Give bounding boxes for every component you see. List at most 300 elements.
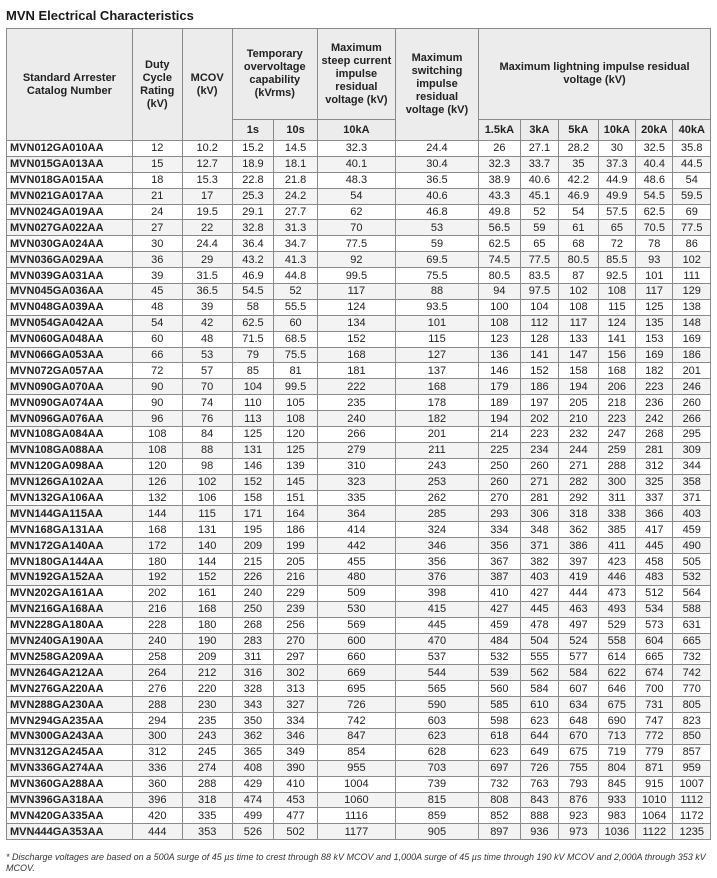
subheader-1s: 1s xyxy=(232,120,274,141)
li-3ka-cell: 843 xyxy=(520,792,558,808)
tov-1s-cell: 408 xyxy=(232,760,274,776)
li-5ka-cell: 648 xyxy=(559,713,599,729)
table-row xyxy=(7,252,711,268)
li-5ka-cell: 80.5 xyxy=(559,252,599,268)
steep-10ka-cell: 124 xyxy=(317,299,395,315)
catalog-cell: MVN054GA042AA xyxy=(7,315,133,331)
li-5ka-cell: 584 xyxy=(559,665,599,681)
li-3ka-cell: 260 xyxy=(520,458,558,474)
duty-cell: 39 xyxy=(132,268,182,284)
li-10ka-cell: 1036 xyxy=(598,824,635,840)
li-3ka-cell: 197 xyxy=(520,395,558,411)
li-40ka-cell: 564 xyxy=(673,585,711,601)
catalog-cell: MVN420GA335AA xyxy=(7,808,133,824)
li-1-5ka-cell: 334 xyxy=(479,522,521,538)
mcov-cell: 19.5 xyxy=(182,204,232,220)
li-40ka-cell: 1172 xyxy=(673,808,711,824)
tov-10s-cell: 81 xyxy=(274,363,318,379)
li-40ka-cell: 169 xyxy=(673,331,711,347)
tov-1s-cell: 362 xyxy=(232,728,274,744)
steep-10ka-cell: 54 xyxy=(317,188,395,204)
li-1-5ka-cell: 897 xyxy=(479,824,521,840)
li-20ka-cell: 871 xyxy=(636,760,673,776)
tov-10s-cell: 24.2 xyxy=(274,188,318,204)
li-1-5ka-cell: 80.5 xyxy=(479,268,521,284)
duty-cell: 276 xyxy=(132,681,182,697)
catalog-cell: MVN126GA102AA xyxy=(7,474,133,490)
tov-1s-cell: 125 xyxy=(232,427,274,443)
mcov-cell: 209 xyxy=(182,649,232,665)
table-row xyxy=(7,236,711,252)
switching-cell: 859 xyxy=(395,808,478,824)
tov-10s-cell: 120 xyxy=(274,427,318,443)
steep-10ka-cell: 1116 xyxy=(317,808,395,824)
steep-10ka-cell: 530 xyxy=(317,601,395,617)
switching-cell: 69.5 xyxy=(395,252,478,268)
mcov-cell: 98 xyxy=(182,458,232,474)
steep-10ka-cell: 134 xyxy=(317,315,395,331)
li-3ka-cell: 186 xyxy=(520,379,558,395)
catalog-cell: MVN294GA235AA xyxy=(7,713,133,729)
duty-cell: 36 xyxy=(132,252,182,268)
switching-cell: 703 xyxy=(395,760,478,776)
li-3ka-cell: 936 xyxy=(520,824,558,840)
catalog-cell: MVN168GA131AA xyxy=(7,522,133,538)
header-duty: Duty Cycle Rating (kV) xyxy=(132,29,182,141)
li-5ka-cell: 54 xyxy=(559,204,599,220)
li-20ka-cell: 312 xyxy=(636,458,673,474)
li-10ka-cell: 311 xyxy=(598,490,635,506)
li-3ka-cell: 649 xyxy=(520,744,558,760)
tov-1s-cell: 158 xyxy=(232,490,274,506)
li-3ka-cell: 445 xyxy=(520,601,558,617)
steep-10ka-cell: 77.5 xyxy=(317,236,395,252)
tov-1s-cell: 226 xyxy=(232,570,274,586)
subheader-3ka: 3kA xyxy=(520,120,558,141)
li-20ka-cell: 223 xyxy=(636,379,673,395)
steep-10ka-cell: 99.5 xyxy=(317,268,395,284)
duty-cell: 21 xyxy=(132,188,182,204)
duty-cell: 312 xyxy=(132,744,182,760)
li-40ka-cell: 86 xyxy=(673,236,711,252)
li-40ka-cell: 186 xyxy=(673,347,711,363)
table-row xyxy=(7,522,711,538)
header-lightning: Maximum lightning impulse residual voltage (kV) xyxy=(479,29,711,120)
li-5ka-cell: 973 xyxy=(559,824,599,840)
li-1-5ka-cell: 189 xyxy=(479,395,521,411)
duty-cell: 30 xyxy=(132,236,182,252)
steep-10ka-cell: 660 xyxy=(317,649,395,665)
catalog-cell: MVN108GA084AA xyxy=(7,427,133,443)
li-10ka-cell: 423 xyxy=(598,554,635,570)
duty-cell: 54 xyxy=(132,315,182,331)
li-1-5ka-cell: 214 xyxy=(479,427,521,443)
tov-10s-cell: 327 xyxy=(274,697,318,713)
mcov-cell: 53 xyxy=(182,347,232,363)
switching-cell: 36.5 xyxy=(395,172,478,188)
duty-cell: 108 xyxy=(132,427,182,443)
tov-10s-cell: 139 xyxy=(274,458,318,474)
tov-10s-cell: 34.7 xyxy=(274,236,318,252)
li-10ka-cell: 37.3 xyxy=(598,156,635,172)
catalog-cell: MVN336GA274AA xyxy=(7,760,133,776)
li-1-5ka-cell: 260 xyxy=(479,474,521,490)
tov-10s-cell: 334 xyxy=(274,713,318,729)
li-1-5ka-cell: 43.3 xyxy=(479,188,521,204)
tov-10s-cell: 52 xyxy=(274,284,318,300)
li-10ka-cell: 124 xyxy=(598,315,635,331)
electrical-characteristics-table xyxy=(6,28,711,840)
li-5ka-cell: 397 xyxy=(559,554,599,570)
li-40ka-cell: 111 xyxy=(673,268,711,284)
li-5ka-cell: 607 xyxy=(559,681,599,697)
switching-cell: 93.5 xyxy=(395,299,478,315)
switching-cell: 30.4 xyxy=(395,156,478,172)
steep-10ka-cell: 414 xyxy=(317,522,395,538)
steep-10ka-cell: 455 xyxy=(317,554,395,570)
li-20ka-cell: 117 xyxy=(636,284,673,300)
switching-cell: 168 xyxy=(395,379,478,395)
switching-cell: 398 xyxy=(395,585,478,601)
catalog-cell: MVN202GA161AA xyxy=(7,585,133,601)
duty-cell: 144 xyxy=(132,506,182,522)
li-10ka-cell: 65 xyxy=(598,220,635,236)
steep-10ka-cell: 168 xyxy=(317,347,395,363)
li-3ka-cell: 141 xyxy=(520,347,558,363)
li-3ka-cell: 59 xyxy=(520,220,558,236)
li-40ka-cell: 201 xyxy=(673,363,711,379)
li-10ka-cell: 713 xyxy=(598,728,635,744)
li-40ka-cell: 1112 xyxy=(673,792,711,808)
li-40ka-cell: 44.5 xyxy=(673,156,711,172)
mcov-cell: 274 xyxy=(182,760,232,776)
li-5ka-cell: 282 xyxy=(559,474,599,490)
table-row xyxy=(7,284,711,300)
li-3ka-cell: 726 xyxy=(520,760,558,776)
table-row xyxy=(7,268,711,284)
tov-1s-cell: 113 xyxy=(232,411,274,427)
table-row xyxy=(7,315,711,331)
duty-cell: 15 xyxy=(132,156,182,172)
duty-cell: 228 xyxy=(132,617,182,633)
li-10ka-cell: 85.5 xyxy=(598,252,635,268)
li-40ka-cell: 69 xyxy=(673,204,711,220)
li-5ka-cell: 670 xyxy=(559,728,599,744)
li-40ka-cell: 344 xyxy=(673,458,711,474)
li-1-5ka-cell: 484 xyxy=(479,633,521,649)
duty-cell: 360 xyxy=(132,776,182,792)
li-40ka-cell: 246 xyxy=(673,379,711,395)
li-5ka-cell: 386 xyxy=(559,538,599,554)
switching-cell: 59 xyxy=(395,236,478,252)
li-10ka-cell: 92.5 xyxy=(598,268,635,284)
li-40ka-cell: 138 xyxy=(673,299,711,315)
li-1-5ka-cell: 410 xyxy=(479,585,521,601)
li-1-5ka-cell: 74.5 xyxy=(479,252,521,268)
switching-cell: 470 xyxy=(395,633,478,649)
tov-1s-cell: 283 xyxy=(232,633,274,649)
li-3ka-cell: 40.6 xyxy=(520,172,558,188)
li-20ka-cell: 731 xyxy=(636,697,673,713)
subheader-steep-10ka: 10kA xyxy=(317,120,395,141)
li-1-5ka-cell: 697 xyxy=(479,760,521,776)
li-40ka-cell: 371 xyxy=(673,490,711,506)
steep-10ka-cell: 569 xyxy=(317,617,395,633)
mcov-cell: 36.5 xyxy=(182,284,232,300)
duty-cell: 192 xyxy=(132,570,182,586)
tov-10s-cell: 55.5 xyxy=(274,299,318,315)
catalog-cell: MVN018GA015AA xyxy=(7,172,133,188)
tov-1s-cell: 146 xyxy=(232,458,274,474)
tov-1s-cell: 29.1 xyxy=(232,204,274,220)
steep-10ka-cell: 1177 xyxy=(317,824,395,840)
catalog-cell: MVN072GA057AA xyxy=(7,363,133,379)
tov-10s-cell: 313 xyxy=(274,681,318,697)
li-20ka-cell: 182 xyxy=(636,363,673,379)
li-3ka-cell: 504 xyxy=(520,633,558,649)
switching-cell: 590 xyxy=(395,697,478,713)
tov-10s-cell: 68.5 xyxy=(274,331,318,347)
catalog-cell: MVN108GA088AA xyxy=(7,442,133,458)
steep-10ka-cell: 235 xyxy=(317,395,395,411)
li-5ka-cell: 244 xyxy=(559,442,599,458)
li-5ka-cell: 194 xyxy=(559,379,599,395)
li-40ka-cell: 742 xyxy=(673,665,711,681)
steep-10ka-cell: 32.3 xyxy=(317,141,395,157)
li-5ka-cell: 46.9 xyxy=(559,188,599,204)
tov-1s-cell: 343 xyxy=(232,697,274,713)
li-3ka-cell: 152 xyxy=(520,363,558,379)
li-1-5ka-cell: 732 xyxy=(479,776,521,792)
li-20ka-cell: 674 xyxy=(636,665,673,681)
duty-cell: 180 xyxy=(132,554,182,570)
li-5ka-cell: 61 xyxy=(559,220,599,236)
mcov-cell: 212 xyxy=(182,665,232,681)
mcov-cell: 115 xyxy=(182,506,232,522)
li-5ka-cell: 271 xyxy=(559,458,599,474)
steep-10ka-cell: 1004 xyxy=(317,776,395,792)
li-3ka-cell: 888 xyxy=(520,808,558,824)
li-10ka-cell: 646 xyxy=(598,681,635,697)
tov-1s-cell: 215 xyxy=(232,554,274,570)
switching-cell: 75.5 xyxy=(395,268,478,284)
table-row xyxy=(7,156,711,172)
tov-10s-cell: 502 xyxy=(274,824,318,840)
li-1-5ka-cell: 387 xyxy=(479,570,521,586)
li-5ka-cell: 205 xyxy=(559,395,599,411)
mcov-cell: 245 xyxy=(182,744,232,760)
mcov-cell: 88 xyxy=(182,442,232,458)
li-5ka-cell: 42.2 xyxy=(559,172,599,188)
li-20ka-cell: 573 xyxy=(636,617,673,633)
tov-10s-cell: 186 xyxy=(274,522,318,538)
subheader-20ka: 20kA xyxy=(636,120,673,141)
tov-10s-cell: 390 xyxy=(274,760,318,776)
li-20ka-cell: 779 xyxy=(636,744,673,760)
switching-cell: 88 xyxy=(395,284,478,300)
li-40ka-cell: 823 xyxy=(673,713,711,729)
duty-cell: 24 xyxy=(132,204,182,220)
li-10ka-cell: 558 xyxy=(598,633,635,649)
mcov-cell: 57 xyxy=(182,363,232,379)
li-10ka-cell: 385 xyxy=(598,522,635,538)
li-20ka-cell: 458 xyxy=(636,554,673,570)
tov-10s-cell: 151 xyxy=(274,490,318,506)
li-20ka-cell: 772 xyxy=(636,728,673,744)
table-row xyxy=(7,649,711,665)
li-1-5ka-cell: 94 xyxy=(479,284,521,300)
tov-1s-cell: 22.8 xyxy=(232,172,274,188)
li-1-5ka-cell: 293 xyxy=(479,506,521,522)
catalog-cell: MVN090GA070AA xyxy=(7,379,133,395)
switching-cell: 324 xyxy=(395,522,478,538)
li-1-5ka-cell: 367 xyxy=(479,554,521,570)
catalog-cell: MVN021GA017AA xyxy=(7,188,133,204)
catalog-cell: MVN240GA190AA xyxy=(7,633,133,649)
switching-cell: 178 xyxy=(395,395,478,411)
tov-1s-cell: 152 xyxy=(232,474,274,490)
switching-cell: 905 xyxy=(395,824,478,840)
mcov-cell: 39 xyxy=(182,299,232,315)
li-1-5ka-cell: 108 xyxy=(479,315,521,331)
li-20ka-cell: 169 xyxy=(636,347,673,363)
li-3ka-cell: 65 xyxy=(520,236,558,252)
duty-cell: 300 xyxy=(132,728,182,744)
subheader-10ka: 10kA xyxy=(598,120,635,141)
li-5ka-cell: 923 xyxy=(559,808,599,824)
switching-cell: 815 xyxy=(395,792,478,808)
switching-cell: 285 xyxy=(395,506,478,522)
catalog-cell: MVN180GA144AA xyxy=(7,554,133,570)
li-20ka-cell: 366 xyxy=(636,506,673,522)
li-40ka-cell: 732 xyxy=(673,649,711,665)
li-20ka-cell: 337 xyxy=(636,490,673,506)
table-row xyxy=(7,697,711,713)
catalog-cell: MVN172GA140AA xyxy=(7,538,133,554)
mcov-cell: 353 xyxy=(182,824,232,840)
tov-10s-cell: 164 xyxy=(274,506,318,522)
table-row xyxy=(7,633,711,649)
li-1-5ka-cell: 250 xyxy=(479,458,521,474)
catalog-cell: MVN264GA212AA xyxy=(7,665,133,681)
li-20ka-cell: 93 xyxy=(636,252,673,268)
li-40ka-cell: 309 xyxy=(673,442,711,458)
li-40ka-cell: 505 xyxy=(673,554,711,570)
table-row xyxy=(7,172,711,188)
li-40ka-cell: 959 xyxy=(673,760,711,776)
li-40ka-cell: 295 xyxy=(673,427,711,443)
li-20ka-cell: 32.5 xyxy=(636,141,673,157)
catalog-cell: MVN045GA036AA xyxy=(7,284,133,300)
li-10ka-cell: 719 xyxy=(598,744,635,760)
steep-10ka-cell: 726 xyxy=(317,697,395,713)
switching-cell: 445 xyxy=(395,617,478,633)
header-mcov: MCOV (kV) xyxy=(182,29,232,141)
tov-1s-cell: 171 xyxy=(232,506,274,522)
li-1-5ka-cell: 136 xyxy=(479,347,521,363)
li-1-5ka-cell: 560 xyxy=(479,681,521,697)
table-row xyxy=(7,824,711,840)
switching-cell: 115 xyxy=(395,331,478,347)
switching-cell: 356 xyxy=(395,554,478,570)
li-40ka-cell: 54 xyxy=(673,172,711,188)
duty-cell: 444 xyxy=(132,824,182,840)
li-1-5ka-cell: 356 xyxy=(479,538,521,554)
switching-cell: 24.4 xyxy=(395,141,478,157)
duty-cell: 12 xyxy=(132,141,182,157)
catalog-cell: MVN288GA230AA xyxy=(7,697,133,713)
li-3ka-cell: 128 xyxy=(520,331,558,347)
catalog-cell: MVN144GA115AA xyxy=(7,506,133,522)
steep-10ka-cell: 854 xyxy=(317,744,395,760)
duty-cell: 396 xyxy=(132,792,182,808)
duty-cell: 108 xyxy=(132,442,182,458)
li-20ka-cell: 1064 xyxy=(636,808,673,824)
tov-1s-cell: 104 xyxy=(232,379,274,395)
catalog-cell: MVN300GA243AA xyxy=(7,728,133,744)
mcov-cell: 220 xyxy=(182,681,232,697)
li-20ka-cell: 54.5 xyxy=(636,188,673,204)
tov-1s-cell: 131 xyxy=(232,442,274,458)
tov-1s-cell: 58 xyxy=(232,299,274,315)
switching-cell: 53 xyxy=(395,220,478,236)
li-1-5ka-cell: 539 xyxy=(479,665,521,681)
catalog-cell: MVN360GA288AA xyxy=(7,776,133,792)
tov-1s-cell: 365 xyxy=(232,744,274,760)
li-1-5ka-cell: 808 xyxy=(479,792,521,808)
li-20ka-cell: 135 xyxy=(636,315,673,331)
tov-10s-cell: 60 xyxy=(274,315,318,331)
duty-cell: 18 xyxy=(132,172,182,188)
tov-1s-cell: 36.4 xyxy=(232,236,274,252)
li-20ka-cell: 1010 xyxy=(636,792,673,808)
catalog-cell: MVN090GA074AA xyxy=(7,395,133,411)
table-row xyxy=(7,331,711,347)
steep-10ka-cell: 364 xyxy=(317,506,395,522)
li-10ka-cell: 529 xyxy=(598,617,635,633)
duty-cell: 420 xyxy=(132,808,182,824)
li-10ka-cell: 44.9 xyxy=(598,172,635,188)
tov-10s-cell: 75.5 xyxy=(274,347,318,363)
mcov-cell: 106 xyxy=(182,490,232,506)
table-row xyxy=(7,363,711,379)
header-tov: Temporary overvoltage capability (kVrms) xyxy=(232,29,317,120)
li-20ka-cell: 534 xyxy=(636,601,673,617)
duty-cell: 168 xyxy=(132,522,182,538)
mcov-cell: 31.5 xyxy=(182,268,232,284)
table-row xyxy=(7,220,711,236)
steep-10ka-cell: 742 xyxy=(317,713,395,729)
li-5ka-cell: 133 xyxy=(559,331,599,347)
li-20ka-cell: 1122 xyxy=(636,824,673,840)
catalog-cell: MVN024GA019AA xyxy=(7,204,133,220)
tov-10s-cell: 256 xyxy=(274,617,318,633)
li-20ka-cell: 512 xyxy=(636,585,673,601)
li-1-5ka-cell: 38.9 xyxy=(479,172,521,188)
li-10ka-cell: 493 xyxy=(598,601,635,617)
mcov-cell: 10.2 xyxy=(182,141,232,157)
catalog-cell: MVN312GA245AA xyxy=(7,744,133,760)
table-row xyxy=(7,442,711,458)
steep-10ka-cell: 92 xyxy=(317,252,395,268)
tov-1s-cell: 195 xyxy=(232,522,274,538)
li-3ka-cell: 555 xyxy=(520,649,558,665)
li-5ka-cell: 318 xyxy=(559,506,599,522)
switching-cell: 537 xyxy=(395,649,478,665)
li-5ka-cell: 35 xyxy=(559,156,599,172)
duty-cell: 72 xyxy=(132,363,182,379)
catalog-cell: MVN015GA013AA xyxy=(7,156,133,172)
